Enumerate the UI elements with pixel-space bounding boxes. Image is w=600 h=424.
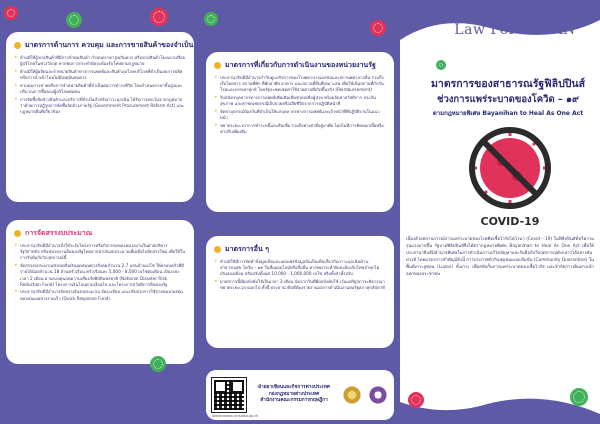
section-heading: การจัดสรรงบประมาณ [14, 226, 186, 240]
list-item: • ประธานาธิบดีมีอำนาจจัดสรรเงินงบประมาณ จัดระเบียบ และปรับปรุงการใช้จ่ายของกองทุนตอบสนองอย่างรวดเร็ว (Quick Response Fund) [14, 289, 186, 301]
virus-icon [408, 392, 424, 408]
list-item: • จัดสรรงบประมาณช่วยเหลือเงินอุดหนุนทางสังคมจำนวน 2.7 แสนล้านเปโซ ให้ครอบครัวที่มีรายได้น้อยจำนวน 18 ล้านครัวเรือน ครัวเรือนละ 5,000 - 8,000 เปโซต่อเดือน เป็นระยะเวลา 2 เดือน ผ่านกองทุนลดความเสี่ยงภัยพิบัติแห่งชาติ (National Disaster Risk Reduction Fund) โครงการเงินโอนตามเงื่อนไข และโครงการสวัสดิการอื่นของรัฐ [14, 263, 186, 288]
virus-icon [370, 20, 386, 36]
left-panel [0, 0, 200, 424]
summary-text: เนื่องด้วยสถานการณ์การแพร่ระบาดของโรคติดเชื้อไวรัสโคโรนา (Covid – 19) ในฟิลิปปินส์ที่ทวีความรุนแรงมากขึ้น รัฐบาลฟิลิปปินส์จึงได้ตรากฎหมายพิเศษ Bayanihan to Heal As One Act เพื่อให้ประธานาธิบดีมีอำนาจพิเศษในการดำเนินการแก้ไขปัญหาและรับมือกับวิกฤตการณ์ดังกล่าวได้อย่างทันท่วงที โดยมาตรการสำคัญมีดังนี้ การประกาศกักกันชุมชนแบบเข้มข้น (Community Quarantine) ในพื้นที่เกาะลูซอน (Luzon) ทั้งเกาะ เพื่อสกัดกั้นการแพร่ระบาดของเชื้อไวรัส และจำกัดการเดินทางเข้าออกของประชาชน [406, 237, 594, 278]
budget-list [14, 243, 186, 302]
list-item: • ประธานาธิบดีมีอำนาจสั่งให้ระงับโครงการหรือกิจกรรมของหน่วยงานในฝ่ายบริหาร รัฐวิสาหกิจ หรือหน่วยงานอื่นของรัฐโดยอาจนำเงินงบประมาณที่เหลือไปจัดสรรใหม่ เพื่อใช้ในการรับมือกับวิกฤตการณ์นี้ [14, 243, 186, 262]
organization-info: ฝ่ายอาเซียนและกิจการต่างประเทศ กองกฎหมายต่างประเทศ สำนักงานคณะกรรมการกฤษฎีกา [258, 385, 330, 404]
seal-logo [342, 385, 362, 405]
page-subtitle: ช่วงการแพร่ระบาดของโควิด – ๑๙ [437, 94, 579, 105]
government-card [206, 52, 394, 212]
list-item: • ขยายระยะเวลาการชำระหนี้และสินเชื่อ รวมถึงค่าเช่าที่อยู่อาศัย โดยไม่มีการคิดดอกเบี้ยหรือค่าปรับเพิ่มเติม [214, 123, 386, 135]
bullet-icon [214, 246, 221, 253]
covid-badge [455, 126, 565, 226]
section-heading: มาตรการด้านการ ควบคุม และการขายสินค้าของจำเป็น [14, 38, 186, 52]
seal-logo [368, 385, 388, 405]
qr-code [212, 378, 246, 412]
virus-icon [436, 60, 446, 70]
budget-card [6, 220, 194, 364]
bullet-icon [214, 62, 221, 69]
covid-label: COVID-19 [480, 215, 540, 228]
list-item: • มาตรการนี้มีผลบังคับใช้เป็นเวลา 3 เดือน นับจากวันที่มีผลบังคับใช้ เว้นแต่รัฐสภาจะพิจารณาขยายระยะเวลาออกไป ทั้งนี้ ประธานาธิบดีต้องรายงานผลการดำเนินงานต่อรัฐสภาทุกสัปดาห์ [214, 279, 386, 291]
law-name: ตามกฎหมายพิเศษ Bayanihan to Heal As One Act [432, 110, 584, 117]
list-item: • จัดหาอุปกรณ์ป้องกันที่จำเป็นให้แก่บุคลากรทางการแพทย์และเจ้าหน้าที่ที่ปฏิบัติงานในแนวหน้า [214, 109, 386, 121]
virus-icon [66, 12, 82, 28]
virus-icon [150, 356, 166, 372]
page-title: มาตรการของสาธารณรัฐฟิลิปปินส์ [431, 78, 585, 90]
middle-panel [200, 0, 400, 424]
list-item: • รับสมัครบุคลากรทางการแพทย์เพิ่มเติมเพื่อช่วยเหลือผู้ป่วย พร้อมจัดหาสวัสดิการ ประกันสุขภาพ และค่าชดเชยกรณีเจ็บป่วยหรือเสียชีวิตจากการปฏิบัติหน้าที่ [214, 95, 386, 107]
bullet-icon [14, 230, 21, 237]
list-item: • ห้ามมิให้ผู้ผลิตและจำหน่ายสินค้าทางการแพทย์และสินค้าอุปโภคบริโภคที่จำเป็นลดการผลิตหรือการนำเข้าโดยไม่มีเหตุอันสมควร [14, 69, 186, 81]
section-heading: มาตรการอื่น ๆ [214, 242, 386, 256]
list-item: • การจัดซื้อจัดจ้างสินค้าและบริการที่จำเป็นสำหรับภาวะฉุกเฉิน ได้รับการยกเว้นจากกฎหมายว่าด้วยการปฏิรูปการจัดซื้อจัดจ้างภาครัฐ (Government Procurement Reform Act) และกฎหมายอื่นที่เกี่ยวข้อง [14, 97, 186, 116]
controls-list [14, 55, 186, 115]
decorative-wave [400, 384, 600, 424]
list-item: • ห้ามมิให้ผู้ขายสินค้าที่มีการกักตุนสินค้า กำหนดราคาสูงเกินควร หรือขายสินค้าโดยเอาเปรียบผู้บริโภคในช่วงวิกฤต หากพบการกระทำผิดจะต้องรับโทษตามกฎหมาย [14, 55, 186, 67]
virus-icon [4, 6, 18, 20]
no-virus-icon [455, 126, 565, 214]
brand-title: Law For ASEAN [454, 22, 576, 38]
other-measures-card [206, 236, 394, 348]
government-list [214, 75, 386, 135]
virus-icon [204, 12, 218, 26]
virus-icon [150, 8, 168, 26]
contact-footer [206, 370, 394, 420]
list-item: • ประธานาธิบดีมีอำนาจกำกับดูแลกิจการของโรงพยาบาลเอกชนและสถานพยาบาลอื่น รวมถึงเรือโดยสาร สถานที่พัก ที่พักอาศัย อาคาร และสถานที่อื่นที่เหมาะสม เพื่อใช้เป็นสถานที่กักกันโรคและบรรเทาทุกข์ โดยรัฐจะชดเชยค่าใช้จ่ายตามที่เกิดขึ้นจริง (Reimbursement) [214, 75, 386, 94]
controls-card [6, 32, 194, 202]
list-item: • ควบคุมการขายหรือการจำหน่ายสินค้าที่จำเป็นต่อการดำรงชีวิต โดยกำหนดราคาขั้นสูงและปริมาณการซื้อของผู้บริโภคต่อคน [14, 83, 186, 95]
website-url: lawforasean.krisdika.go.th [212, 414, 259, 418]
virus-icon [570, 388, 588, 406]
other-measures-list [214, 259, 386, 292]
section-heading: มาตรการที่เกี่ยวกับการดำเนินงานของหน่วยงานรัฐ [214, 58, 386, 72]
list-item: • ห้ามมิให้มีการจัดทำข้อมูลเท็จและเผยแพร่ข้อมูลอันเป็นเท็จเกี่ยวกับภาวะฉุกเฉินด้านสาธารณสุข โควิด – ๑๙ ในสื่อออนไลน์หรือสื่ออื่น หากพบกระทำผิดจะต้องรับโทษจำคุกไม่เกินสองเดือน หรือปรับตั้งแต่ 10,000 - 1,000,000 เปโซ หรือทั้งจำทั้งปรับ [214, 259, 386, 278]
bullet-icon [14, 42, 21, 49]
